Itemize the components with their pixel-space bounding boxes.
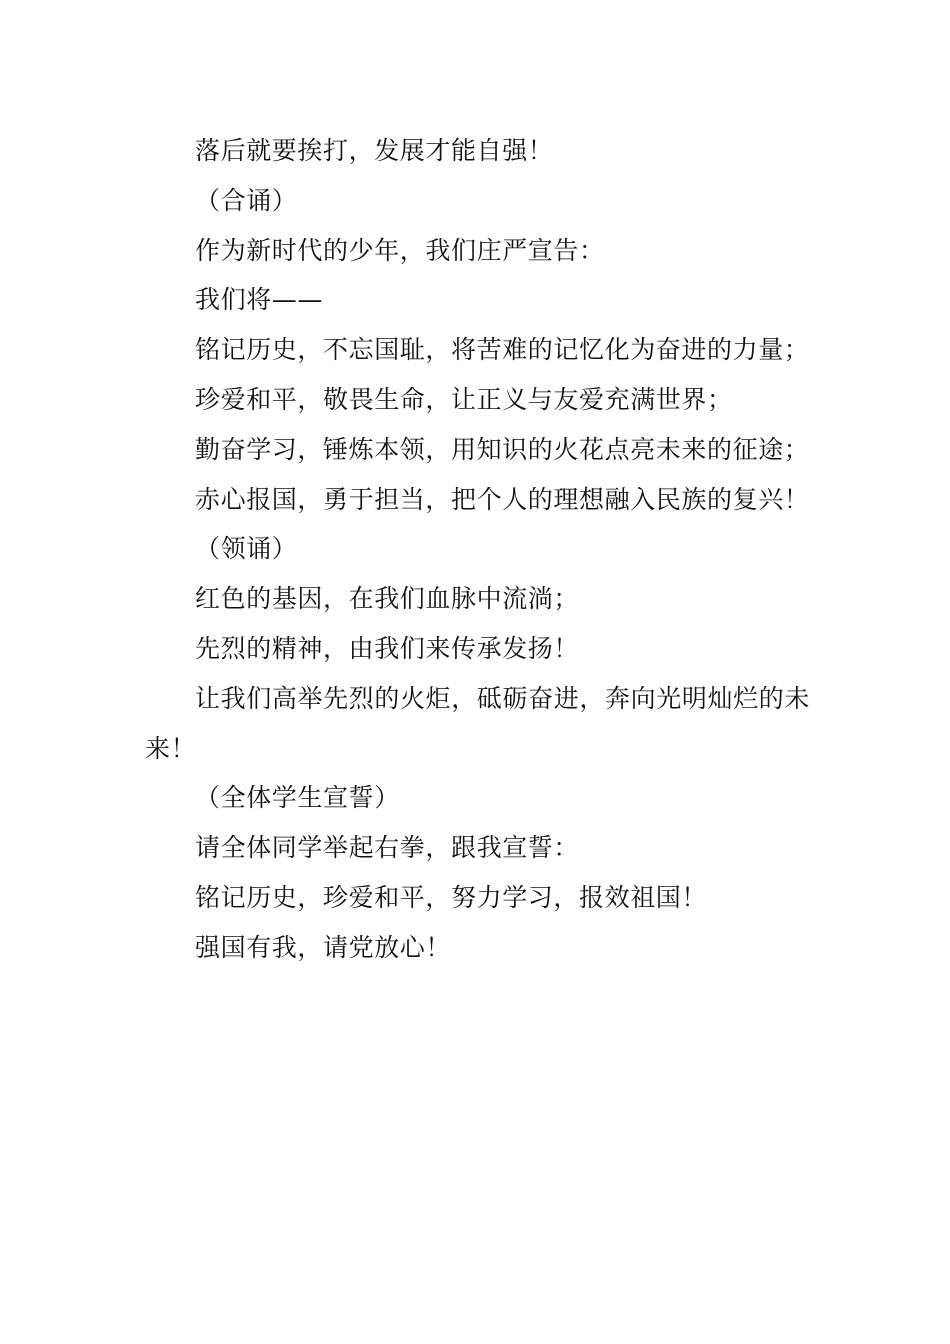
paragraph-16: 强国有我，请党放心！ (195, 932, 452, 962)
paragraph-7: 勤奋学习，锤炼本领，用知识的火花点亮未来的征途； (195, 434, 810, 464)
paragraph-2: （合诵） (195, 185, 298, 215)
paragraph-10: 红色的基因，在我们血脉中流淌； (195, 584, 580, 614)
paragraph-4: 我们将—— (195, 285, 324, 315)
paragraph-3: 作为新时代的少年，我们庄严宣告： (195, 235, 605, 265)
paragraph-8: 赤心报国，勇于担当，把个人的理想融入民族的复兴！ (195, 484, 810, 514)
paragraph-13: （全体学生宣誓） (195, 783, 400, 813)
paragraph-14: 请全体同学举起右拳，跟我宣誓： (195, 833, 580, 863)
paragraph-1: 落后就要挨打，发展才能自强！ (195, 136, 554, 165)
paragraph-12: 让我们高举先烈的火炬，砥砺奋进，奔向光明灿烂的未来！ (145, 683, 810, 763)
document-body (145, 126, 810, 973)
paragraph-6: 珍爱和平，敬畏生命，让正义与友爱充满世界； (195, 384, 733, 414)
paragraph-5: 铭记历史，不忘国耻，将苦难的记忆化为奋进的力量； (195, 335, 810, 365)
paragraph-9: （领诵） (195, 534, 298, 564)
paragraph-15: 铭记历史，珍爱和平，努力学习，报效祖国！ (195, 882, 708, 912)
paragraph-11: 先烈的精神，由我们来传承发扬！ (195, 633, 580, 663)
